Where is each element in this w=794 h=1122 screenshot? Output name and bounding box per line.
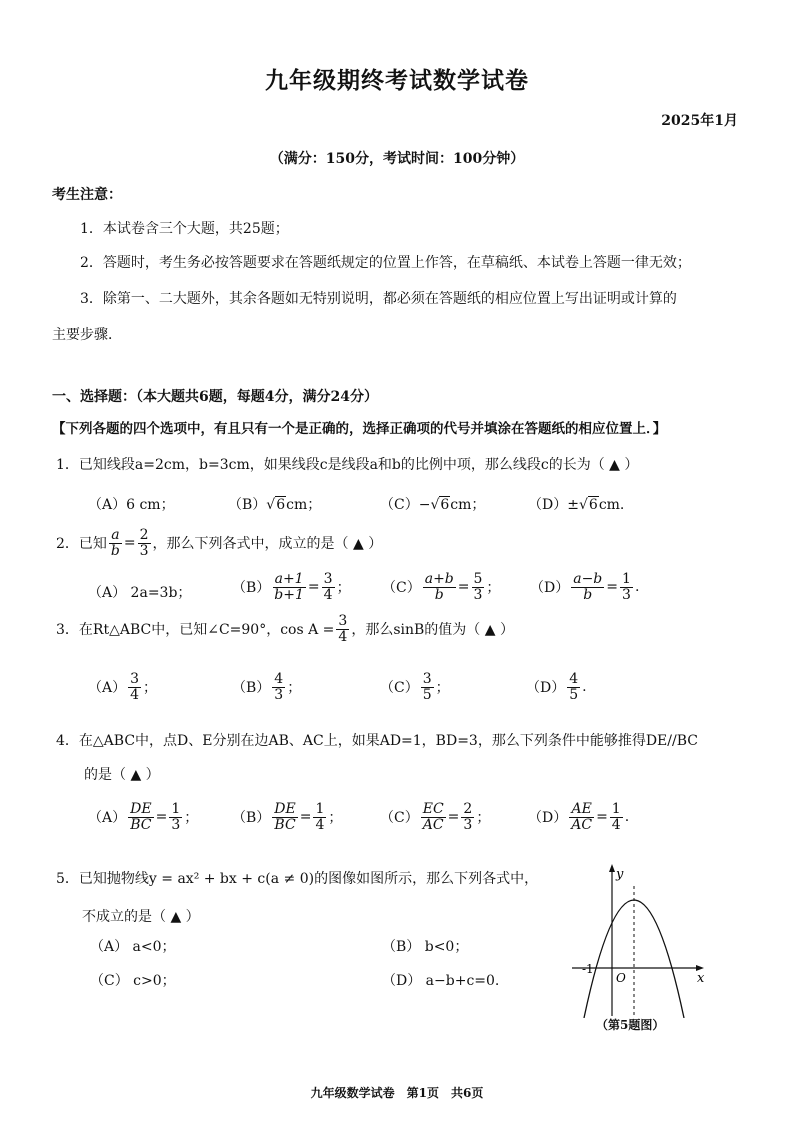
option-end: ； xyxy=(184,810,199,827)
question-2-stem xyxy=(56,528,382,558)
fraction-numerator: 3 xyxy=(130,671,140,687)
fraction-denominator: 3 xyxy=(139,542,149,559)
option-label: （C） xyxy=(380,680,419,697)
fraction-denominator: 5 xyxy=(569,686,579,703)
question-3-option-a xyxy=(88,672,157,702)
fraction-denominator: 3 xyxy=(171,816,181,833)
fraction-denominator: b xyxy=(583,586,593,603)
fraction-denominator: AC xyxy=(571,816,593,833)
section-instruction: 【下列各题的四个选项中，有且只有一个是正确的，选择正确项的代号并填涂在答题纸的相应位置上．】 xyxy=(52,421,667,437)
option-b-prefix: （B）√ xyxy=(228,497,276,513)
option-end: . xyxy=(634,579,640,596)
fraction-denominator: 3 xyxy=(274,686,284,703)
question-4-option-a: （A） $\frac{DE}{BC}$ = $\frac{1}{3}$ ； xyxy=(88,801,199,833)
question-1-option-a: （A）6 cm； xyxy=(88,497,175,513)
question-2-option-d: （D） $\frac{a-b}{b}$ = $\frac{1}{3}$ . xyxy=(530,571,640,603)
notice-item-2: 2．答题时，考生务必按答题要求在答题纸规定的位置上作答，在草稿纸、本试卷上答题一律无效； xyxy=(80,255,691,271)
fraction-denominator: 4 xyxy=(611,816,621,833)
notice-item-3: 3．除第一、二大题外，其余各题如无特别说明，都必须在答题纸的相应位置上写出证明或计算的 xyxy=(80,291,677,307)
fraction-denominator: b xyxy=(110,542,120,559)
option-label: （C） xyxy=(380,810,419,827)
option-label: （D） xyxy=(528,810,568,827)
option-d-prefix: （D）±√ xyxy=(528,497,588,513)
question-5-option-d: （D） a−b+c=0. xyxy=(382,973,500,989)
root-label: -1 xyxy=(582,962,594,976)
question-4-option-d: （D） $\frac{AE}{AC}$ = $\frac{1}{4}$ . xyxy=(528,801,630,833)
x-axis-label: x xyxy=(697,971,705,986)
fraction-numerator: 2 xyxy=(139,527,149,543)
notice-item-3-cont: 主要步骤． xyxy=(52,327,122,343)
question-5-option-a: （A） a<0； xyxy=(90,939,176,955)
radicand: 6 xyxy=(440,497,450,513)
option-c-suffix: cm； xyxy=(450,497,486,513)
fraction-denominator: b xyxy=(434,586,444,603)
notice-item-1: 1．本试卷含三个大题，共25题； xyxy=(80,221,289,237)
question-3-option-b xyxy=(232,672,301,702)
fraction-denominator: 4 xyxy=(130,686,140,703)
question-4-option-c: （C） $\frac{EC}{AC}$ = $\frac{2}{3}$ ； xyxy=(380,801,491,833)
option-label: （A） xyxy=(88,810,127,827)
parabola-figure xyxy=(560,858,720,1018)
fraction-numerator: DE xyxy=(274,801,296,817)
fraction-denominator: 5 xyxy=(422,686,432,703)
fraction-numerator: 2 xyxy=(463,801,473,817)
fraction-denominator: BC xyxy=(274,816,296,833)
option-end: ； xyxy=(143,680,158,697)
page-footer: 九年级数学试卷 第1页 共6页 xyxy=(310,1086,484,1100)
option-end: ； xyxy=(435,680,450,697)
option-label: （A） xyxy=(88,680,127,697)
option-end: ； xyxy=(328,810,343,827)
option-c-prefix: （C）−√ xyxy=(380,497,440,513)
fraction-numerator: a+b xyxy=(424,571,454,587)
y-axis-label: y xyxy=(616,867,624,882)
question-5-option-c: （C） c>0； xyxy=(90,973,176,989)
figure-caption: （第5题图） xyxy=(596,1018,665,1032)
fraction-numerator: a−b xyxy=(573,571,603,587)
fraction-numerator: 1 xyxy=(622,571,631,587)
option-label: （D） xyxy=(526,680,566,697)
question-1-option-d xyxy=(528,494,624,514)
question-3-option-d xyxy=(526,672,587,702)
radicand: 6 xyxy=(588,497,598,513)
question-3-stem xyxy=(56,614,514,644)
option-label: （B） xyxy=(232,680,271,697)
option-end: ； xyxy=(336,580,351,597)
q2-prefix: 2．已知 xyxy=(56,536,107,553)
question-2-option-a: （A） 2a=3b； xyxy=(88,585,192,601)
fraction-numerator: 3 xyxy=(338,613,348,629)
page-title: 九年级期终考试数学试卷 xyxy=(265,67,529,94)
question-1-option-b xyxy=(228,494,321,514)
question-1-option-c xyxy=(380,494,485,514)
question-4-stem-line-1: 4．在△ABC中，点D、E分别在边AB、AC上，如果AD=1，BD=3，那么下列条件中能够推得DE//BC xyxy=(56,733,698,749)
question-2-option-b: （B） $\frac{a+1}{b+1}$ = $\frac{3}{4}$ ； xyxy=(232,571,351,603)
fraction-numerator: 1 xyxy=(611,801,621,817)
option-end: . xyxy=(582,679,587,696)
fraction-denominator: 4 xyxy=(338,628,348,645)
option-b-suffix: cm； xyxy=(286,497,322,513)
fraction-numerator: 1 xyxy=(315,801,325,817)
fraction-denominator: 3 xyxy=(463,816,473,833)
question-3-option-c xyxy=(380,672,450,702)
fraction-numerator: EC xyxy=(422,801,444,817)
fraction-denominator: BC xyxy=(130,816,152,833)
origin-label: O xyxy=(616,971,626,985)
option-end: ； xyxy=(476,810,491,827)
fraction-denominator: 4 xyxy=(315,816,325,833)
question-5-option-b: （B） b<0； xyxy=(382,939,469,955)
fraction-numerator: 4 xyxy=(569,671,579,687)
option-label: （B） xyxy=(232,810,271,827)
question-5-stem-line-2: 不成立的是（ ▲ ） xyxy=(82,909,200,925)
fraction-numerator: AE xyxy=(571,801,592,817)
q3-prefix: 3．在Rt△ABC中，已知∠C=90°，cos A = xyxy=(56,622,335,639)
option-d-suffix: cm. xyxy=(598,497,625,513)
fraction-denominator: 4 xyxy=(323,586,333,603)
section-heading: 一、选择题：（本大题共6题，每题4分，满分24分） xyxy=(52,389,378,405)
y-axis-arrow-icon xyxy=(609,864,615,872)
fraction-numerator: DE xyxy=(130,801,152,817)
question-4-option-b: （B） $\frac{DE}{BC}$ = $\frac{1}{4}$ ； xyxy=(232,801,343,833)
fraction-numerator: 1 xyxy=(171,801,181,817)
equals-sign: = xyxy=(123,535,136,552)
q3-suffix: ，那么sinB的值为（ ▲ ） xyxy=(351,622,514,639)
exam-date: 2025年1月 xyxy=(661,113,738,129)
option-label: （C） xyxy=(382,580,421,597)
option-end: . xyxy=(624,809,630,826)
score-info: （满分：150分，考试时间：100分钟） xyxy=(269,151,525,167)
radicand: 6 xyxy=(276,497,286,513)
question-1-stem: 1．已知线段a=2cm，b=3cm，如果线段c是线段a和b的比例中项，那么线段c的长为（ ▲ ） xyxy=(56,457,639,473)
fraction-numerator: 4 xyxy=(274,671,284,687)
question-2-option-c: （C） $\frac{a+b}{b}$ = $\frac{5}{3}$ ； xyxy=(382,571,501,603)
fraction-numerator: a+1 xyxy=(274,571,304,587)
fraction-numerator: 3 xyxy=(323,571,333,587)
fraction-numerator: 5 xyxy=(473,571,483,587)
option-label: （B） xyxy=(232,580,271,597)
option-end: ； xyxy=(486,580,501,597)
fraction-denominator: 3 xyxy=(473,586,483,603)
option-label: （D） xyxy=(530,580,570,597)
notice-heading: 考生注意： xyxy=(52,187,122,203)
question-4-stem-line-2: 的是（ ▲ ） xyxy=(84,767,160,783)
q2-suffix: ，那么下列各式中，成立的是（ ▲ ） xyxy=(152,536,383,553)
fraction-denominator: 3 xyxy=(622,586,631,603)
fraction-denominator: AC xyxy=(422,816,444,833)
option-end: ； xyxy=(287,680,302,697)
question-5-stem-line-1: 5．已知抛物线y = ax² + bx + c(a ≠ 0)的图像如图所示，那么下列各式中， xyxy=(56,871,539,887)
fraction-denominator: b+1 xyxy=(274,586,304,603)
fraction-numerator: 3 xyxy=(422,671,432,687)
fraction-numerator: a xyxy=(111,527,120,543)
